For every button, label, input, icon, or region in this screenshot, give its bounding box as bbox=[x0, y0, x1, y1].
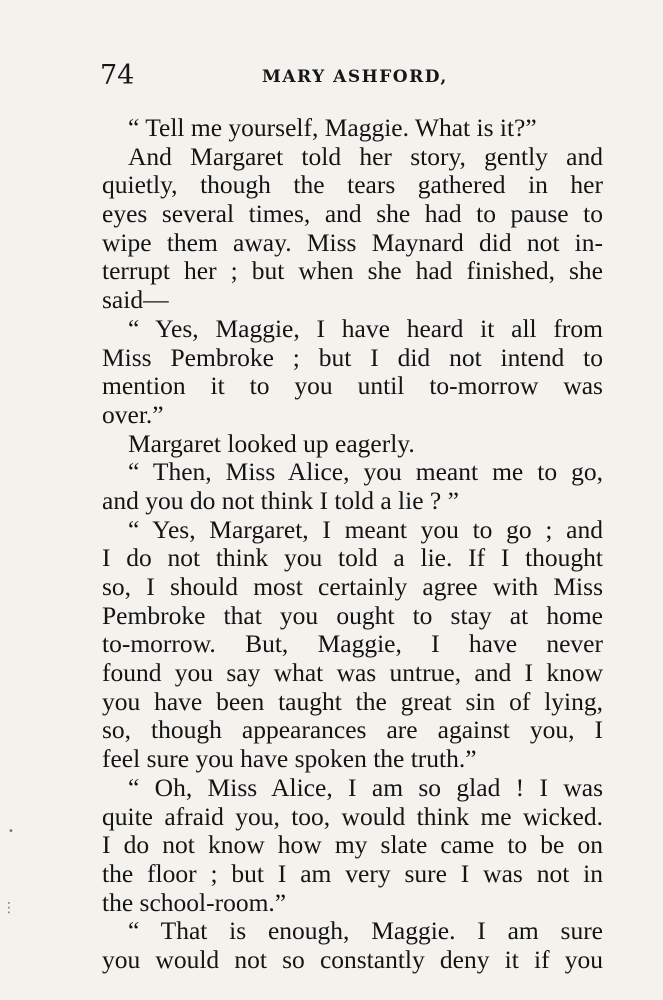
text-line: Miss Pembroke ; but I did not intend to bbox=[102, 342, 603, 372]
text-line: eyes several times, and she had to pause to bbox=[102, 199, 603, 229]
text-line: “ Tell me yourself, Maggie. What is it?” bbox=[128, 113, 537, 142]
text-line: said— bbox=[102, 285, 169, 315]
text-line: “ Then, Miss Alice, you meant me to go, bbox=[128, 457, 603, 487]
text-line: terrupt her ; but when she had finished, she bbox=[102, 256, 603, 286]
text-line: so, though appearances are against you, I bbox=[102, 715, 603, 745]
scan-speck: • bbox=[8, 826, 14, 837]
text-line: “ Yes, Maggie, I have heard it all from bbox=[128, 313, 603, 343]
text-line: found you say what was untrue, and I know bbox=[102, 658, 603, 688]
text-line: And Margaret told her story, gently and bbox=[128, 141, 603, 171]
text-line: you would not so constantly deny it if you bbox=[102, 944, 603, 974]
text-line: Pembroke that you ought to stay at home bbox=[102, 600, 603, 630]
text-line: quietly, though the tears gathered in her bbox=[102, 170, 603, 200]
text-line: you have been taught the great sin of lying, bbox=[102, 686, 603, 716]
text-line: Margaret looked up eagerly. bbox=[128, 428, 415, 458]
text-line: wipe them away. Miss Maynard did not in- bbox=[102, 227, 603, 257]
text-line: so, I should most certainly agree with Miss bbox=[102, 572, 603, 601]
text-line: “ Yes, Margaret, I meant you to go ; and bbox=[128, 514, 603, 544]
text-line: over.” bbox=[102, 399, 164, 429]
running-head: MARY ASHFORD, bbox=[262, 67, 448, 87]
text-line: and you do not think I told a lie ? ” bbox=[102, 485, 459, 515]
text-line: mention it to you until to-morrow was bbox=[102, 371, 603, 401]
text-line: I do not know how my slate came to be on bbox=[102, 830, 603, 860]
text-line: the school-room.” bbox=[102, 887, 287, 917]
scan-margin-mark: ⋮ bbox=[2, 900, 16, 916]
text-line: “ Oh, Miss Alice, I am so glad ! I was bbox=[128, 772, 603, 802]
text-line: feel sure you have spoken the truth.” bbox=[102, 744, 477, 774]
text-line: “ That is enough, Maggie. I am sure bbox=[128, 916, 603, 946]
page-number: 74 bbox=[100, 60, 135, 91]
body-text bbox=[102, 114, 603, 975]
page-header bbox=[100, 58, 603, 98]
text-line: the floor ; but I am very sure I was not in bbox=[102, 858, 603, 888]
text-line: to-morrow. But, Maggie, I have never bbox=[102, 629, 603, 659]
text-line: quite afraid you, too, would think me wicked. bbox=[102, 801, 603, 831]
text-line: I do not think you told a lie. If I thought bbox=[102, 543, 603, 573]
